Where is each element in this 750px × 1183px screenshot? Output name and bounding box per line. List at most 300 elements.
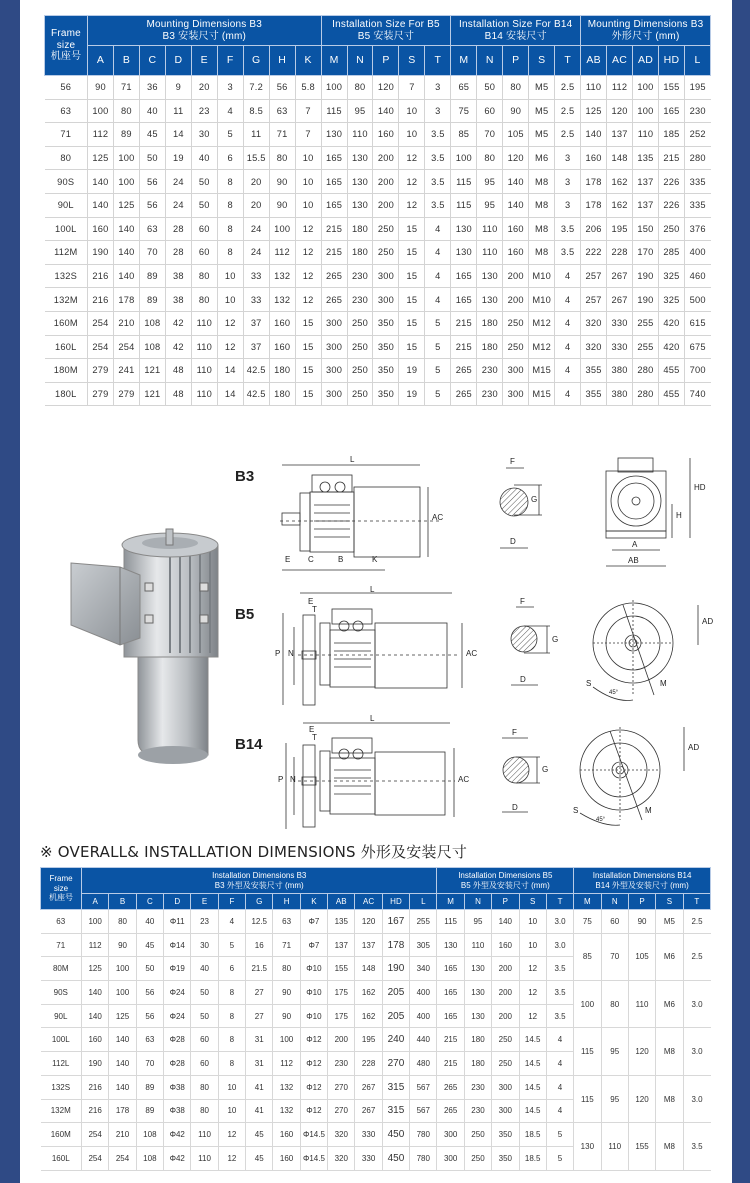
value-cell: 4 — [555, 335, 581, 359]
value-cell: 267 — [607, 264, 633, 288]
b5-flange-view — [593, 600, 698, 700]
value-cell: 130 — [464, 981, 491, 1005]
value-cell: 450 — [382, 1146, 409, 1170]
value-cell: 3 — [555, 170, 581, 194]
frame-size-cell: 90L — [45, 193, 88, 217]
value-cell: 130 — [464, 957, 491, 981]
value-cell: 215 — [451, 311, 477, 335]
value-cell: 230 — [684, 99, 710, 123]
value-cell: 380 — [607, 359, 633, 383]
value-cell: 350 — [492, 1146, 519, 1170]
value-cell: 10 — [519, 910, 546, 934]
column-header: E — [191, 894, 218, 910]
value-cell: 56 — [136, 1004, 163, 1028]
dim-ac-b5: AC — [466, 649, 478, 658]
value-cell: 18.5 — [519, 1123, 546, 1147]
frame-size-cell: 63 — [45, 99, 88, 123]
column-header: P — [503, 46, 529, 76]
value-cell: 31 — [246, 1028, 273, 1052]
value-cell: 27 — [246, 981, 273, 1005]
b14-shaft-section — [502, 738, 540, 812]
value-cell: Φ42 — [164, 1146, 191, 1170]
value-cell: 455 — [658, 382, 684, 406]
value-cell: M8 — [529, 217, 555, 241]
column-header: AB — [581, 46, 607, 76]
value-cell: 178 — [581, 170, 607, 194]
value-cell: 63 — [139, 217, 165, 241]
value-cell: Φ12 — [300, 1028, 327, 1052]
value-cell: 300 — [321, 359, 347, 383]
column-header: P — [373, 46, 399, 76]
value-cell: 70 — [139, 241, 165, 265]
value-cell: 254 — [109, 1146, 136, 1170]
value-cell: M15 — [529, 359, 555, 383]
left-border-bar — [0, 0, 20, 1183]
b14-value-cell: 110 — [601, 1123, 628, 1170]
b14-value-cell: 130 — [574, 1123, 601, 1170]
value-cell: 4 — [218, 910, 245, 934]
group-header-b3-mounting: Mounting Dimensions B3 B3 安装尺寸 (mm) — [88, 16, 322, 46]
value-cell: 675 — [684, 335, 710, 359]
column-header: H — [269, 46, 295, 76]
value-cell: 280 — [633, 382, 659, 406]
value-cell: 95 — [477, 193, 503, 217]
frame-size-cell: 160L — [45, 335, 88, 359]
value-cell: 140 — [113, 241, 139, 265]
value-cell: 267 — [355, 1099, 382, 1123]
value-cell: 14.5 — [519, 1052, 546, 1076]
value-cell: 300 — [492, 1075, 519, 1099]
value-cell: 350 — [373, 311, 399, 335]
value-cell: 178 — [382, 933, 409, 957]
dim-ad-b14: AD — [688, 743, 700, 752]
value-cell: 38 — [165, 264, 191, 288]
b14-label: B14 — [235, 736, 263, 753]
dim-m-b14: M — [645, 806, 652, 815]
value-cell: 740 — [684, 382, 710, 406]
motor-diagrams — [20, 425, 732, 835]
value-cell: 75 — [451, 99, 477, 123]
table-row — [45, 288, 711, 312]
table-row — [45, 193, 711, 217]
group-header-b5-installation: Installation Dimensions B5 B5 外型及安装尺寸 (mm) — [437, 868, 574, 894]
value-cell: 267 — [355, 1075, 382, 1099]
value-cell: M5 — [529, 99, 555, 123]
value-cell: 85 — [451, 123, 477, 147]
b14-value-cell: 2.5 — [683, 910, 710, 934]
value-cell: 45 — [246, 1146, 273, 1170]
value-cell: 178 — [581, 193, 607, 217]
value-cell: 230 — [477, 359, 503, 383]
column-header: P — [628, 894, 655, 910]
b14-flange-view — [580, 727, 684, 825]
dim-s-b5: S — [586, 679, 592, 688]
value-cell: 63 — [269, 99, 295, 123]
value-cell: 15 — [295, 382, 321, 406]
value-cell: 60 — [477, 99, 503, 123]
value-cell: 5 — [217, 123, 243, 147]
value-cell: 167 — [382, 910, 409, 934]
value-cell: 300 — [492, 1099, 519, 1123]
value-cell: 3 — [425, 99, 451, 123]
value-cell: 132 — [273, 1075, 300, 1099]
value-cell: 50 — [191, 170, 217, 194]
value-cell: 30 — [191, 933, 218, 957]
column-header: C — [139, 46, 165, 76]
value-cell: 8 — [217, 241, 243, 265]
value-cell: 110 — [191, 311, 217, 335]
value-cell: 23 — [191, 99, 217, 123]
value-cell: 180 — [464, 1028, 491, 1052]
value-cell: M5 — [529, 123, 555, 147]
table-row — [41, 1075, 711, 1099]
value-cell: 135 — [633, 146, 659, 170]
group-header-b14-installation: Installation Dimensions B14 B14 外型及安装尺寸 (mm) — [574, 868, 711, 894]
value-cell: 200 — [373, 170, 399, 194]
value-cell: 3 — [217, 76, 243, 100]
b14-value-cell: 155 — [628, 1123, 655, 1170]
value-cell: 15 — [399, 311, 425, 335]
table-row — [45, 335, 711, 359]
value-cell: 400 — [410, 981, 437, 1005]
value-cell: 280 — [684, 146, 710, 170]
value-cell: 315 — [382, 1099, 409, 1123]
dim-angle-b14: 45° — [596, 817, 606, 823]
value-cell: 50 — [477, 76, 503, 100]
value-cell: 10 — [399, 123, 425, 147]
value-cell: 12 — [399, 193, 425, 217]
dim-ab: AB — [628, 556, 639, 565]
value-cell: 130 — [321, 123, 347, 147]
value-cell: 180 — [269, 382, 295, 406]
value-cell: 300 — [321, 311, 347, 335]
table-row — [45, 123, 711, 147]
value-cell: 265 — [451, 359, 477, 383]
value-cell: 190 — [633, 264, 659, 288]
value-cell: 3.5 — [555, 241, 581, 265]
value-cell: 148 — [355, 957, 382, 981]
dim-p-b5: P — [275, 649, 281, 658]
value-cell: Φ11 — [164, 910, 191, 934]
value-cell: 250 — [658, 217, 684, 241]
value-cell: 320 — [581, 335, 607, 359]
value-cell: 89 — [113, 123, 139, 147]
value-cell: 250 — [373, 241, 399, 265]
value-cell: 10 — [217, 264, 243, 288]
value-cell: 100 — [88, 99, 114, 123]
value-cell: 254 — [88, 311, 114, 335]
value-cell: 160 — [273, 1123, 300, 1147]
value-cell: 36 — [139, 76, 165, 100]
column-header: M — [321, 46, 347, 76]
value-cell: 30 — [191, 123, 217, 147]
value-cell: 380 — [607, 382, 633, 406]
value-cell: 215 — [437, 1028, 464, 1052]
dim-l-b14: L — [370, 714, 375, 723]
value-cell: 216 — [88, 264, 114, 288]
value-cell: Φ12 — [300, 1075, 327, 1099]
value-cell: 460 — [684, 264, 710, 288]
table-row — [45, 76, 711, 100]
value-cell: 180 — [464, 1052, 491, 1076]
value-cell: 12 — [399, 146, 425, 170]
value-cell: 80 — [503, 76, 529, 100]
dimension-drawings — [20, 425, 732, 835]
value-cell: 45 — [136, 933, 163, 957]
value-cell: 3 — [425, 76, 451, 100]
b14-value-cell: M8 — [656, 1028, 683, 1075]
value-cell: 5 — [218, 933, 245, 957]
value-cell: 230 — [347, 264, 373, 288]
value-cell: 140 — [503, 193, 529, 217]
value-cell: 90 — [273, 1004, 300, 1028]
value-cell: 205 — [382, 1004, 409, 1028]
table-row — [45, 217, 711, 241]
value-cell: 180 — [347, 241, 373, 265]
value-cell: 50 — [191, 1004, 218, 1028]
value-cell: 4 — [546, 1099, 573, 1123]
value-cell: 216 — [82, 1099, 109, 1123]
value-cell: 63 — [136, 1028, 163, 1052]
value-cell: 56 — [139, 170, 165, 194]
value-cell: 300 — [437, 1146, 464, 1170]
value-cell: 250 — [347, 382, 373, 406]
value-cell: 215 — [321, 241, 347, 265]
value-cell: 31 — [246, 1052, 273, 1076]
value-cell: 4 — [555, 359, 581, 383]
value-cell: 254 — [82, 1123, 109, 1147]
b14-value-cell: M6 — [656, 933, 683, 980]
value-cell: 90 — [503, 99, 529, 123]
value-cell: 6 — [218, 957, 245, 981]
value-cell: 165 — [321, 193, 347, 217]
value-cell: 132 — [269, 288, 295, 312]
b14-value-cell: 100 — [574, 981, 601, 1028]
value-cell: 140 — [113, 217, 139, 241]
frame-size-cell: 132S — [41, 1075, 82, 1099]
table-row — [41, 981, 711, 1005]
column-header: H — [273, 894, 300, 910]
value-cell: 41 — [246, 1075, 273, 1099]
b14-value-cell: 70 — [601, 933, 628, 980]
dim-t-b5: T — [312, 605, 317, 614]
value-cell: 330 — [607, 335, 633, 359]
value-cell: M8 — [529, 241, 555, 265]
value-cell: 257 — [581, 288, 607, 312]
column-header: G — [246, 894, 273, 910]
value-cell: 60 — [191, 217, 217, 241]
value-cell: 265 — [451, 382, 477, 406]
value-cell: 130 — [437, 933, 464, 957]
frame-size-cell: 71 — [45, 123, 88, 147]
frame-size-header: Frame size 机座号 — [45, 16, 88, 76]
value-cell: 37 — [243, 335, 269, 359]
value-cell: 120 — [373, 76, 399, 100]
value-cell: 140 — [88, 193, 114, 217]
b14-value-cell: 80 — [601, 981, 628, 1028]
value-cell: 16 — [246, 933, 273, 957]
value-cell: 200 — [492, 957, 519, 981]
value-cell: 71 — [269, 123, 295, 147]
value-cell: 155 — [328, 957, 355, 981]
value-cell: 4 — [425, 217, 451, 241]
table-row — [41, 910, 711, 934]
value-cell: 265 — [437, 1075, 464, 1099]
value-cell: 350 — [373, 382, 399, 406]
value-cell: 450 — [382, 1123, 409, 1147]
dim-e-b14: E — [309, 725, 315, 734]
value-cell: 132 — [269, 264, 295, 288]
value-cell: 480 — [410, 1052, 437, 1076]
table-row — [45, 382, 711, 406]
value-cell: 315 — [382, 1075, 409, 1099]
dim-d-b14: D — [512, 803, 518, 812]
value-cell: 33 — [243, 288, 269, 312]
value-cell: 250 — [464, 1146, 491, 1170]
value-cell: 15 — [399, 217, 425, 241]
value-cell: 125 — [88, 146, 114, 170]
value-cell: 110 — [191, 382, 217, 406]
value-cell: 165 — [437, 981, 464, 1005]
value-cell: 50 — [139, 146, 165, 170]
value-cell: 120 — [503, 146, 529, 170]
value-cell: 205 — [382, 981, 409, 1005]
value-cell: 12 — [218, 1146, 245, 1170]
frame-size-cell: 112L — [41, 1052, 82, 1076]
value-cell: 270 — [382, 1052, 409, 1076]
value-cell: Φ14.5 — [300, 1146, 327, 1170]
value-cell: M10 — [529, 264, 555, 288]
value-cell: 206 — [581, 217, 607, 241]
value-cell: 48 — [165, 382, 191, 406]
value-cell: 190 — [382, 957, 409, 981]
value-cell: 320 — [581, 311, 607, 335]
value-cell: 125 — [82, 957, 109, 981]
value-cell: 40 — [191, 957, 218, 981]
column-header: AD — [633, 46, 659, 76]
b3-label: B3 — [235, 468, 255, 485]
value-cell: 5 — [425, 311, 451, 335]
value-cell: 137 — [633, 170, 659, 194]
value-cell: 12 — [295, 288, 321, 312]
b14-value-cell: 120 — [628, 1028, 655, 1075]
value-cell: 160 — [492, 933, 519, 957]
value-cell: 10 — [295, 170, 321, 194]
motor-photo — [71, 529, 218, 830]
value-cell: 42 — [165, 335, 191, 359]
value-cell: 250 — [347, 311, 373, 335]
value-cell: 250 — [464, 1123, 491, 1147]
column-header: N — [601, 894, 628, 910]
value-cell: Φ10 — [300, 1004, 327, 1028]
frame-size-cell: 80M — [41, 957, 82, 981]
value-cell: 350 — [492, 1123, 519, 1147]
value-cell: 5 — [546, 1146, 573, 1170]
column-header: F — [217, 46, 243, 76]
frame-size-cell: 90L — [41, 1004, 82, 1028]
value-cell: 112 — [273, 1052, 300, 1076]
value-cell: 100 — [633, 76, 659, 100]
frame-size-cell: 100L — [41, 1028, 82, 1052]
value-cell: 95 — [477, 170, 503, 194]
frame-size-cell: 160L — [41, 1146, 82, 1170]
value-cell: 80 — [191, 264, 217, 288]
value-cell: 140 — [109, 1052, 136, 1076]
value-cell: Φ12 — [300, 1099, 327, 1123]
value-cell: 3.5 — [546, 1004, 573, 1028]
value-cell: 80 — [191, 288, 217, 312]
value-cell: 5 — [425, 359, 451, 383]
value-cell: 100 — [109, 957, 136, 981]
value-cell: 3.0 — [546, 910, 573, 934]
value-cell: 4 — [546, 1075, 573, 1099]
dim-g-b14: G — [542, 765, 549, 774]
b14-value-cell: 90 — [628, 910, 655, 934]
value-cell: 330 — [355, 1123, 382, 1147]
value-cell: 41 — [246, 1099, 273, 1123]
value-cell: 90 — [109, 933, 136, 957]
value-cell: Φ19 — [164, 957, 191, 981]
value-cell: 780 — [410, 1146, 437, 1170]
value-cell: 100 — [113, 146, 139, 170]
value-cell: 70 — [136, 1052, 163, 1076]
value-cell: 80 — [109, 910, 136, 934]
value-cell: 140 — [109, 1028, 136, 1052]
value-cell: 100 — [451, 146, 477, 170]
column-header: E — [191, 46, 217, 76]
value-cell: 3.0 — [546, 933, 573, 957]
value-cell: 10 — [217, 288, 243, 312]
value-cell: 15 — [295, 311, 321, 335]
frame-size-cell: 71 — [41, 933, 82, 957]
value-cell: 4 — [217, 99, 243, 123]
value-cell: 89 — [136, 1075, 163, 1099]
value-cell: 10 — [295, 193, 321, 217]
value-cell: 20 — [243, 193, 269, 217]
value-cell: 165 — [437, 957, 464, 981]
value-cell: 215 — [451, 335, 477, 359]
value-cell: 140 — [113, 264, 139, 288]
value-cell: 170 — [633, 241, 659, 265]
dim-f-b14: F — [512, 728, 517, 737]
value-cell: 5 — [425, 335, 451, 359]
column-header: T — [425, 46, 451, 76]
value-cell: 780 — [410, 1123, 437, 1147]
value-cell: 160 — [88, 217, 114, 241]
value-cell: 60 — [191, 1052, 218, 1076]
dim-m-b5: M — [660, 679, 667, 688]
value-cell: 195 — [607, 217, 633, 241]
value-cell: 300 — [503, 359, 529, 383]
value-cell: 4 — [546, 1028, 573, 1052]
value-cell: 3.5 — [425, 193, 451, 217]
value-cell: 130 — [347, 146, 373, 170]
dim-k: K — [372, 555, 378, 564]
value-cell: 279 — [88, 359, 114, 383]
value-cell: 270 — [328, 1099, 355, 1123]
value-cell: 112 — [88, 123, 114, 147]
value-cell: 250 — [492, 1052, 519, 1076]
dimensions-table-2 — [40, 867, 711, 1171]
value-cell: 325 — [658, 288, 684, 312]
value-cell: 150 — [633, 217, 659, 241]
dim-n-b5: N — [288, 649, 294, 658]
value-cell: 112 — [82, 933, 109, 957]
value-cell: 279 — [113, 382, 139, 406]
value-cell: 56 — [139, 193, 165, 217]
value-cell: 19 — [165, 146, 191, 170]
value-cell: 160 — [581, 146, 607, 170]
